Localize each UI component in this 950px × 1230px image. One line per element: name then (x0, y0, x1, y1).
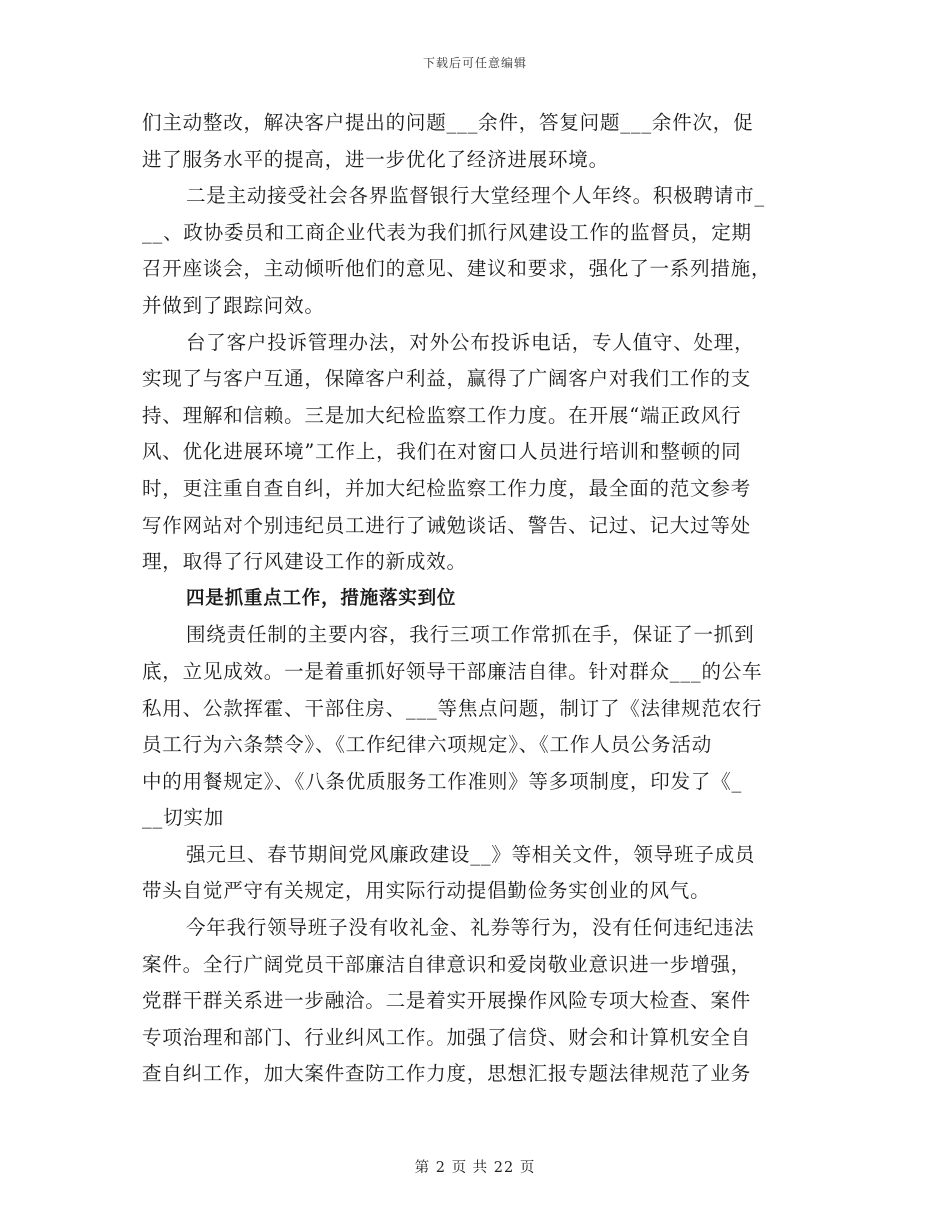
text-line: __切实加 (142, 806, 224, 830)
text-line: 今年我行领导班子没有收礼金、礼券等行为，没有任何违纪违法 (186, 916, 755, 940)
document-body (142, 105, 810, 1093)
text-line: 中的用餐规定》、《八条优质服务工作准则》等多项制度，印发了《_ (142, 769, 743, 793)
section-heading: 四是抓重点工作，措施落实到位 (186, 587, 457, 609)
text-line: 底，立见成效。一是着重抓好领导干部廉洁自律。针对群众___的公车 (142, 659, 763, 683)
text-line: 风、优化进展环境”工作上，我们在对窗口人员进行培训和整顿的同 (142, 440, 742, 464)
text-line: 案件。全行广阔党员干部廉洁自律意识和爱岗敬业意识进一步增强， (142, 952, 752, 976)
text-line: 带头自觉严守有关规定，用实际行动提倡勤俭务实创业的风气。 (142, 879, 711, 903)
page-footer: 第 2 页 共 22 页 (414, 1160, 536, 1176)
text-line: 并做到了跟踪问效。 (142, 293, 325, 317)
text-line: 理，取得了行风建设工作的新成效。 (142, 550, 467, 574)
text-line: 围绕责任制的主要内容，我行三项工作常抓在手，保证了一抓到 (186, 623, 755, 647)
text-line: 进了服务水平的提高，进一步优化了经济进展环境。 (142, 147, 609, 171)
text-line: 时，更注重自查自纠，并加大纪检监察工作力度，最全面的范文参考 (142, 476, 752, 500)
text-line: __、政协委员和工商企业代表为我们抓行风建设工作的监督员，定期 (142, 220, 752, 244)
text-line: 私用、公款挥霍、干部住房、___等焦点问题，制订了《法律规范农行 (142, 696, 763, 720)
text-line: 员工行为六条禁令》、《工作纪律六项规定》、《工作人员公务活动 (142, 733, 713, 757)
text-line: 实现了与客户互通，保障客户利益，赢得了广阔客户对我们工作的支 (142, 367, 752, 391)
text-line: 二是主动接受社会各界监督银行大堂经理个人年终。积极聘请市_ (186, 184, 765, 208)
text-line: 台了客户投诉管理办法，对外公布投诉电话，专人值守、处理， (186, 330, 755, 354)
text-line: 党群干群关系进一步融洽。二是着实开展操作风险专项大检查、案件 (142, 989, 752, 1013)
text-line: 查自纠工作，加大案件查防工作力度，思想汇报专题法律规范了业务 (142, 1062, 752, 1086)
text-line: 持、理解和信赖。三是加大纪检监察工作力度。在开展“端正政风行 (142, 403, 742, 427)
text-line: 专项治理和部门、行业纠风工作。加强了信贷、财会和计算机安全自 (142, 1025, 752, 1049)
text-line: 们主动整改，解决客户提出的问题___余件，答复问题___余件次，促 (142, 111, 754, 134)
text-line: 召开座谈会，主动倾听他们的意见、建议和要求，强化了一系列措施， (142, 257, 772, 281)
text-line: 强元旦、春节期间党风廉政建设__》等相关文件，领导班子成员 (186, 842, 756, 866)
page-header: 下载后可任意编辑 (422, 56, 527, 70)
text-line: 写作网站对个别违纪员工进行了诫勉谈话、警告、记过、记大过等处 (142, 513, 752, 537)
